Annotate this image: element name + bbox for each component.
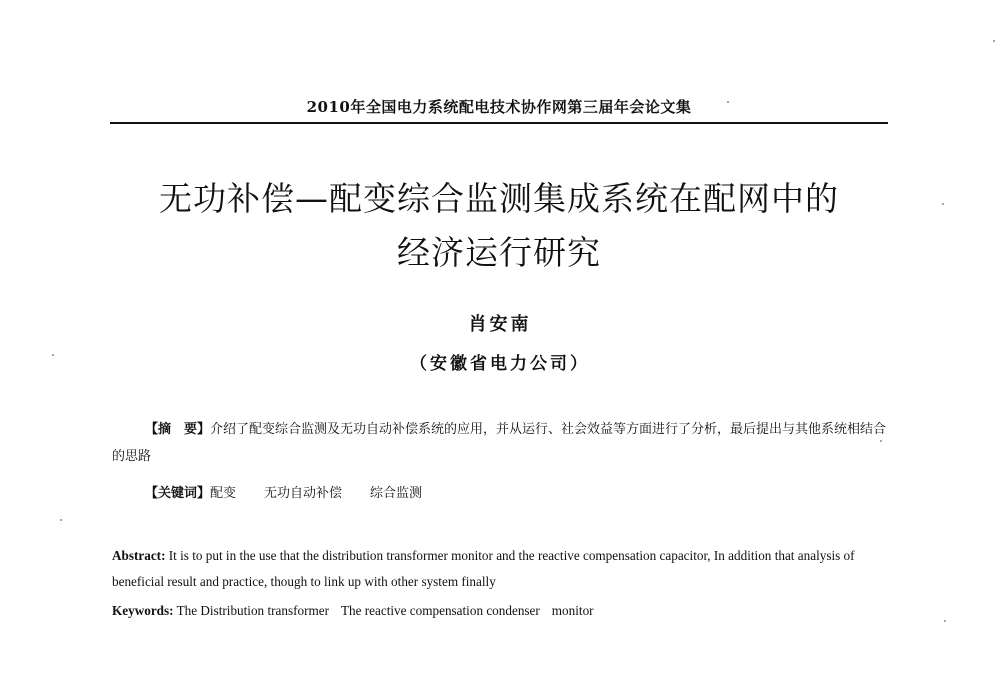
abstract-en-label: Abstract: xyxy=(112,548,166,563)
journal-header: 2010年全国电力系统配电技术协作网第三届年会论文集 xyxy=(306,98,692,116)
scan-speck xyxy=(942,203,944,205)
abstract-cn-label: 【摘 要】 xyxy=(145,422,211,437)
abstract-cn xyxy=(112,416,887,470)
keyword-en: monitor xyxy=(551,603,594,618)
scan-speck xyxy=(727,101,729,103)
keyword-cn: 配变 xyxy=(210,486,237,501)
keyword-cn: 无功自动补偿 xyxy=(264,486,343,501)
keywords-en-label: Keywords: xyxy=(112,603,174,618)
scan-speck xyxy=(993,40,995,42)
scan-speck xyxy=(944,620,946,622)
abstract-cn-text: 介绍了配变综合监测及无功自动补偿系统的应用，并从运行、社会效益等方面进行了分析，最后提出与其他系统相结合的思路 xyxy=(112,422,887,464)
header-rule xyxy=(110,122,888,124)
scan-speck xyxy=(880,440,882,442)
abstract-en xyxy=(112,543,887,595)
keyword-cn: 综合监测 xyxy=(370,486,423,501)
abstract-en-text: It is to put in the use that the distribution transformer monitor and the reactive compensation capacitor, In addition that analysis of beneficial result and practice, though to link up with other system finally xyxy=(112,548,855,589)
scan-speck xyxy=(52,354,54,356)
keyword-en: The Distribution transformer xyxy=(176,603,329,618)
keywords-cn-label: 【关键词】 xyxy=(145,486,211,501)
keyword-en: The reactive compensation condenser xyxy=(340,603,540,618)
author-affiliation: （安徽省电力公司） xyxy=(410,354,590,374)
scan-speck xyxy=(60,519,62,521)
author-name: 肖安南 xyxy=(468,314,532,335)
paper-title-line-2: 经济运行研究 xyxy=(397,233,601,272)
keywords-en xyxy=(112,603,594,619)
keywords-cn xyxy=(145,482,422,501)
paper-title-line-1: 无功补偿—配变综合监测集成系统在配网中的 xyxy=(159,179,839,218)
